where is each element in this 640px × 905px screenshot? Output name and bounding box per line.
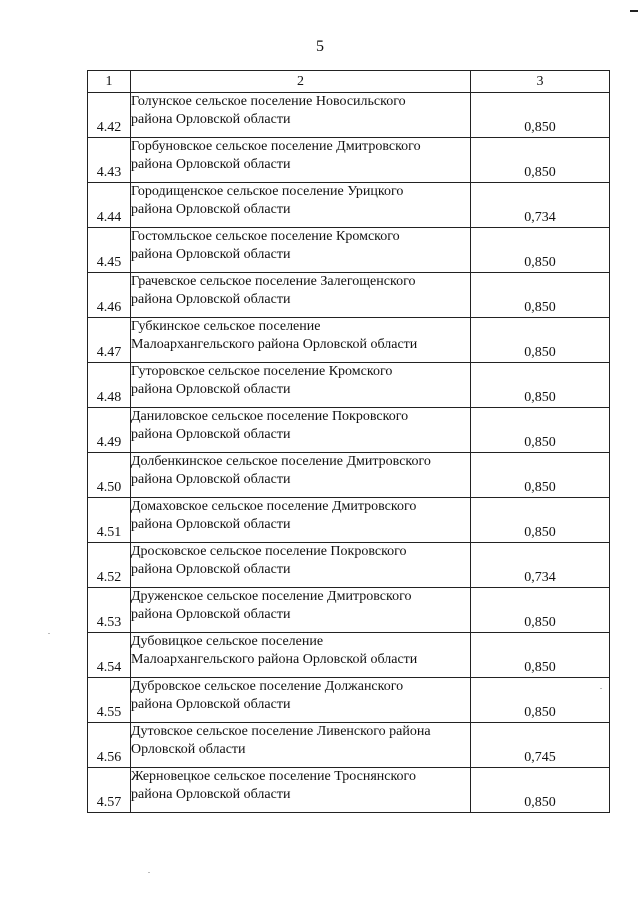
row-number: 4.51 — [88, 498, 131, 543]
settlement-name: Друженское сельское поселение Дмитровского района Орловской области — [131, 588, 471, 633]
page-number: 5 — [316, 38, 324, 55]
settlement-name: Дросковское сельское поселение Покровского района Орловской области — [131, 543, 471, 588]
row-number: 4.50 — [88, 453, 131, 498]
table-row — [88, 318, 610, 363]
row-number: 4.43 — [88, 138, 131, 183]
settlement-name: Долбенкинское сельское поселение Дмитровского района Орловской области — [131, 453, 471, 498]
header-col-3: 3 — [471, 71, 610, 93]
scan-speck — [600, 688, 602, 689]
coefficient-value: 0,850 — [471, 273, 610, 318]
table-row — [88, 453, 610, 498]
table-row — [88, 93, 610, 138]
table-row — [88, 723, 610, 768]
coefficient-value: 0,850 — [471, 678, 610, 723]
table-row — [88, 768, 610, 813]
row-number: 4.42 — [88, 93, 131, 138]
coefficient-value: 0,850 — [471, 498, 610, 543]
settlement-name: Губкинское сельское поселение Малоархангельского района Орловской области — [131, 318, 471, 363]
row-number: 4.45 — [88, 228, 131, 273]
header-col-1: 1 — [88, 71, 131, 93]
row-number: 4.47 — [88, 318, 131, 363]
corner-scan-mark — [630, 10, 638, 12]
settlements-table — [87, 70, 610, 813]
coefficient-value: 0,850 — [471, 138, 610, 183]
settlement-name: Гостомльское сельское поселение Кромского района Орловской области — [131, 228, 471, 273]
settlement-name: Грачевское сельское поселение Залегощенского района Орловской области — [131, 273, 471, 318]
table-row — [88, 543, 610, 588]
settlement-name: Городищенское сельское поселение Урицкого района Орловской области — [131, 183, 471, 228]
coefficient-value: 0,850 — [471, 363, 610, 408]
table-row — [88, 633, 610, 678]
table-body — [88, 93, 610, 813]
coefficient-value: 0,850 — [471, 768, 610, 813]
row-number: 4.49 — [88, 408, 131, 453]
table-row — [88, 138, 610, 183]
table-row — [88, 273, 610, 318]
coefficient-value: 0,850 — [471, 93, 610, 138]
row-number: 4.52 — [88, 543, 131, 588]
settlement-name: Даниловское сельское поселение Покровского района Орловской области — [131, 408, 471, 453]
coefficient-value: 0,850 — [471, 453, 610, 498]
coefficient-value: 0,850 — [471, 408, 610, 453]
table-row — [88, 588, 610, 633]
settlement-name: Дутовское сельское поселение Ливенского района Орловской области — [131, 723, 471, 768]
settlement-name: Домаховское сельское поселение Дмитровского района Орловской области — [131, 498, 471, 543]
settlement-name: Гуторовское сельское поселение Кромского района Орловской области — [131, 363, 471, 408]
settlement-name: Горбуновское сельское поселение Дмитровского района Орловской области — [131, 138, 471, 183]
table-row — [88, 678, 610, 723]
row-number: 4.44 — [88, 183, 131, 228]
coefficient-value: 0,850 — [471, 228, 610, 273]
settlement-name: Дубровское сельское поселение Должанского района Орловской области — [131, 678, 471, 723]
scan-speck — [48, 633, 50, 634]
settlement-name: Жерновецкое сельское поселение Троснянского района Орловской области — [131, 768, 471, 813]
table-row — [88, 363, 610, 408]
row-number: 4.53 — [88, 588, 131, 633]
row-number: 4.55 — [88, 678, 131, 723]
table-header-row — [88, 71, 610, 93]
settlement-name: Дубовицкое сельское поселение Малоархангельского района Орловской области — [131, 633, 471, 678]
settlement-name: Голунское сельское поселение Новосильского района Орловской области — [131, 93, 471, 138]
row-number: 4.46 — [88, 273, 131, 318]
scan-speck — [148, 872, 150, 873]
coefficient-value: 0,734 — [471, 183, 610, 228]
row-number: 4.56 — [88, 723, 131, 768]
table-row — [88, 498, 610, 543]
row-number: 4.48 — [88, 363, 131, 408]
table-row — [88, 183, 610, 228]
coefficient-value: 0,745 — [471, 723, 610, 768]
table-row — [88, 228, 610, 273]
coefficient-value: 0,850 — [471, 318, 610, 363]
header-col-2: 2 — [131, 71, 471, 93]
row-number: 4.54 — [88, 633, 131, 678]
row-number: 4.57 — [88, 768, 131, 813]
coefficient-value: 0,734 — [471, 543, 610, 588]
table-row — [88, 408, 610, 453]
coefficient-value: 0,850 — [471, 633, 610, 678]
coefficient-value: 0,850 — [471, 588, 610, 633]
